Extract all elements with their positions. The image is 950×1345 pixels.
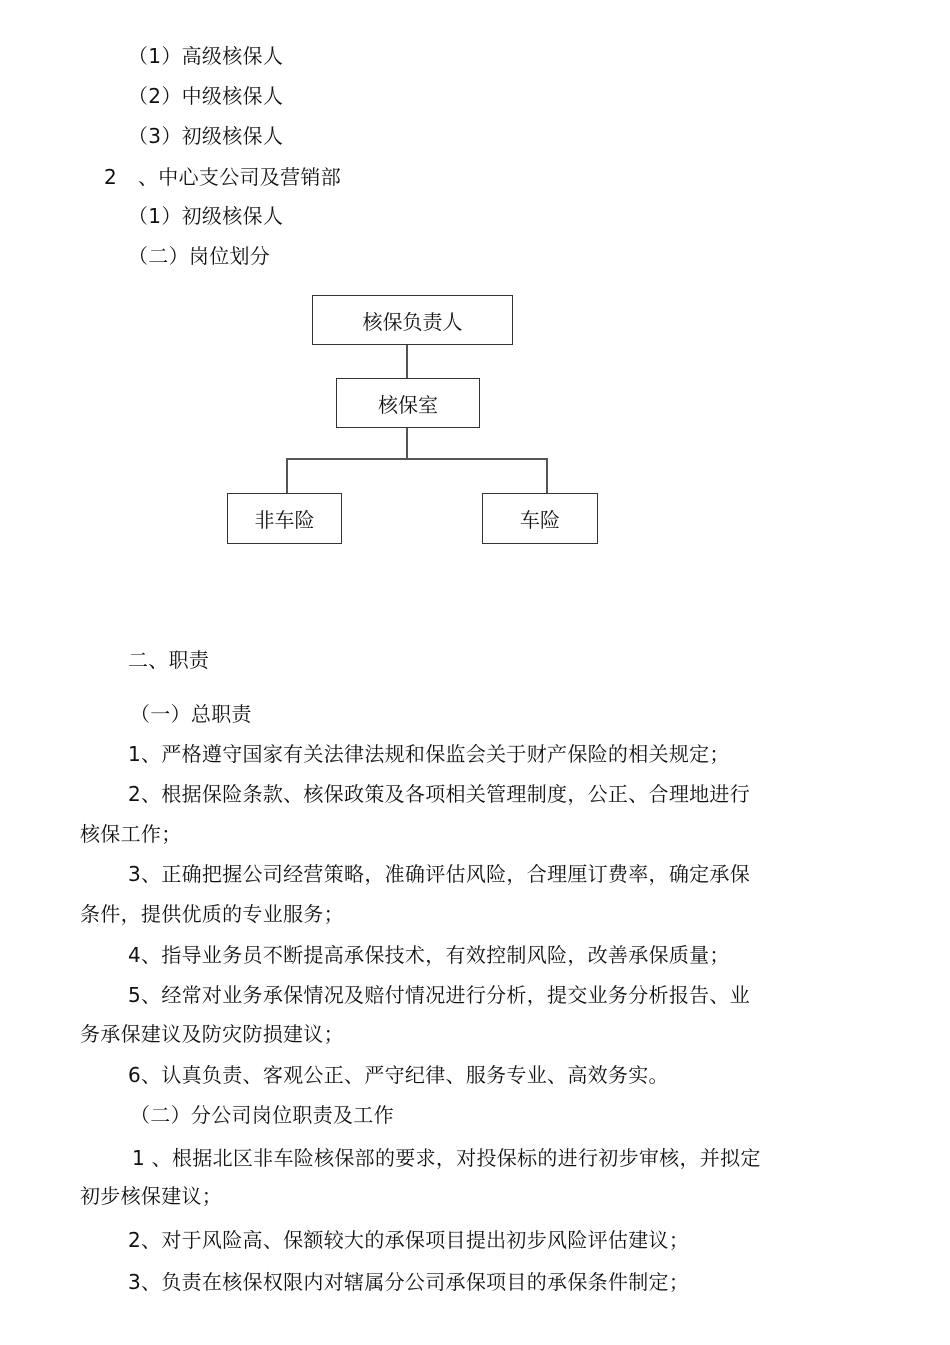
list-item-senior-underwriter: （1）高级核保人 (128, 44, 284, 68)
section-2-title: 、中心支公司及营销部 (138, 165, 341, 189)
duty-paragraph-5-line-2: 务承保建议及防灾防损建议； (80, 1022, 344, 1046)
list-item-intermediate-underwriter: （2）中级核保人 (128, 84, 284, 108)
org-box-underwriting-head: 核保负责人 (312, 295, 513, 345)
general-duties-heading: （一）总职责 (130, 702, 252, 726)
org-box-non-auto-insurance: 非车险 (227, 493, 342, 544)
org-connector-middle (406, 428, 408, 459)
duty-paragraph-1: 1、严格遵守国家有关法律法规和保监会关于财产保险的相关规定； (128, 742, 730, 766)
org-connector-left (286, 458, 288, 493)
branch-duty-1-line-2: 初步核保建议； (80, 1184, 223, 1208)
org-connector-horizontal (286, 458, 548, 460)
duty-paragraph-5-line-1: 5、经常对业务承保情况及赔付情况进行分析，提交业务分析报告、业 (128, 983, 751, 1007)
duty-paragraph-2-line-2: 核保工作； (80, 822, 182, 846)
org-box-underwriting-office: 核保室 (336, 378, 480, 428)
org-box-auto-insurance: 车险 (482, 493, 598, 544)
branch-duty-3: 3、负责在核保权限内对辖属分公司承保项目的承保条件制定； (128, 1270, 690, 1294)
list-item-junior-underwriter: （3）初级核保人 (128, 124, 284, 148)
org-connector-top (406, 345, 408, 378)
branch-duties-heading: （二）分公司岗位职责及工作 (130, 1103, 394, 1127)
branch-duty-2: 2、对于风险高、保额较大的承保项目提出初步风险评估建议； (128, 1228, 690, 1252)
duty-paragraph-3-line-2: 条件，提供优质的专业服务； (80, 902, 344, 926)
list-item-junior-underwriter-2: （1）初级核保人 (128, 204, 284, 228)
branch-duty-1-line-1: 1 、根据北区非车险核保部的要求，对投保标的进行初步审核，并拟定 (132, 1146, 761, 1170)
duty-paragraph-6: 6、认真负责、客观公正、严守纪律、服务专业、高效务实。 (128, 1063, 669, 1087)
org-connector-right (546, 458, 548, 493)
duty-paragraph-2-line-1: 2、根据保险条款、核保政策及各项相关管理制度，公正、合理地进行 (128, 782, 751, 806)
duty-paragraph-4: 4、指导业务员不断提高承保技术，有效控制风险，改善承保质量； (128, 943, 730, 967)
section-2-number: 2 (104, 165, 118, 189)
position-division-heading: （二）岗位划分 (128, 244, 271, 268)
duties-heading: 二、职责 (128, 648, 210, 672)
duty-paragraph-3-line-1: 3、正确把握公司经营策略，准确评估风险，合理厘订费率，确定承保 (128, 862, 751, 886)
